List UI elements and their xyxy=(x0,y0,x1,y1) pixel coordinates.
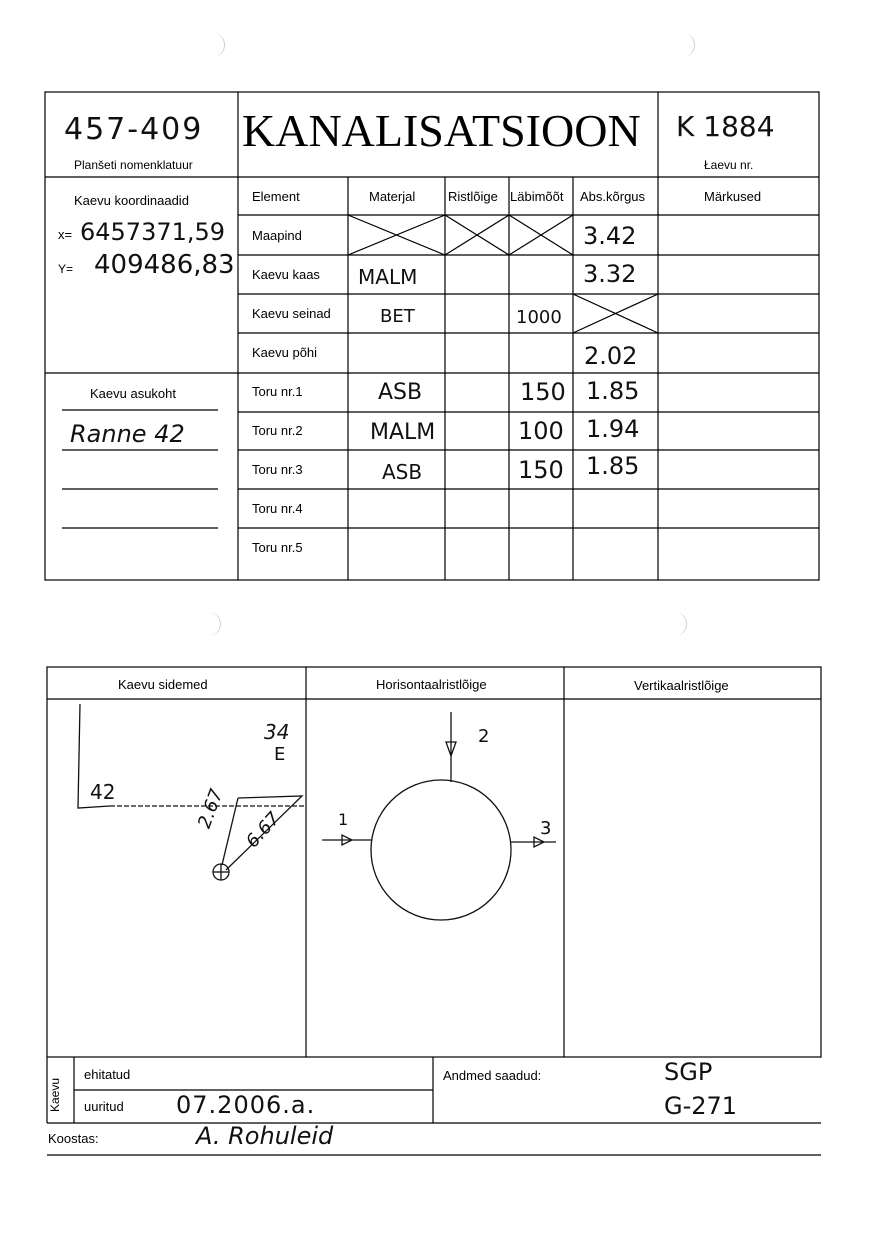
sketch-building-number: 42 xyxy=(90,780,116,804)
col-header-abs-height: Abs.kõrgus xyxy=(580,189,646,204)
table-cell-diameter: 150 xyxy=(518,456,564,484)
table-cell-material: ASB xyxy=(378,380,423,405)
measured-label: uuritud xyxy=(84,1099,124,1114)
table-cell-height: 2.02 xyxy=(584,342,638,370)
measured-value: 07.2006.a. xyxy=(176,1091,316,1119)
table-cell-material: BET xyxy=(380,306,415,327)
well-number-label: Łaevu nr. xyxy=(704,158,754,172)
sheet-number-value: 457-409 xyxy=(64,112,204,147)
pipe-label-3: 3 xyxy=(540,818,552,839)
sketch-top-note: 34 xyxy=(264,720,290,744)
col-header-cross-section: Ristlõige xyxy=(448,189,498,204)
table-cell-height: 1.85 xyxy=(586,452,640,480)
table-cell-diameter: 100 xyxy=(518,417,564,445)
col-header-diameter: Läbimõõt xyxy=(510,189,564,204)
table-row-element: Kaevu kaas xyxy=(252,267,320,282)
data-received-label: Andmed saadud: xyxy=(443,1068,542,1083)
table-cell-height: 3.32 xyxy=(583,260,637,288)
compiled-label: Koostas: xyxy=(48,1131,99,1146)
table-cell-material: ASB xyxy=(382,460,423,484)
location-value: Ranne 42 xyxy=(70,420,185,448)
pipe-label-2: 2 xyxy=(478,726,490,747)
top-form-grid xyxy=(0,0,880,600)
well-side-label: Kaevu xyxy=(48,1077,62,1112)
y-coordinate-value: 409486,83 xyxy=(94,250,235,280)
section-header-site-links: Kaevu sidemed xyxy=(118,677,208,692)
table-cell-height: 3.42 xyxy=(583,222,637,250)
table-row-element: Toru nr.2 xyxy=(252,423,303,438)
well-number-value: K 1884 xyxy=(676,110,775,143)
horizontal-section-drawing xyxy=(322,712,556,920)
col-header-element: Element xyxy=(252,189,300,204)
table-row-element: Toru nr.3 xyxy=(252,462,303,477)
sketch-dimension-1: 2.67 xyxy=(194,786,228,832)
table-row-element: Toru nr.4 xyxy=(252,501,303,516)
compiled-value: A. Rohuleid xyxy=(196,1122,334,1150)
table-cell-diameter: 1000 xyxy=(516,307,562,328)
sketch-top-note-2: E xyxy=(274,744,286,765)
table-row-element: Kaevu põhi xyxy=(252,345,318,360)
table-cell-height: 1.85 xyxy=(586,377,640,405)
y-prefix: Y= xyxy=(58,262,74,276)
sheet-number-label: Planšeti nomenklatuur xyxy=(74,158,193,172)
table-row-element: Maapind xyxy=(252,228,302,243)
section-header-horizontal: Horisontaalristlõige xyxy=(376,677,487,692)
x-prefix: x= xyxy=(58,227,73,242)
table-cell-height: 1.94 xyxy=(586,415,640,443)
data-received-value-1: SGP xyxy=(664,1058,713,1086)
section-header-vertical: Vertikaalristlõige xyxy=(634,678,729,693)
table-cell-diameter: 150 xyxy=(520,378,566,406)
table-row-element: Toru nr.1 xyxy=(252,384,303,399)
pipe-label-1: 1 xyxy=(338,810,349,829)
table-row-element: Toru nr.5 xyxy=(252,540,303,555)
page-title: KANALISATSIOON xyxy=(242,105,641,156)
data-received-value-2: G-271 xyxy=(664,1092,738,1120)
col-header-material: Materjal xyxy=(369,189,416,204)
table-row-element: Kaevu seinad xyxy=(252,306,331,321)
table-cell-material: MALM xyxy=(358,265,418,289)
built-label: ehitatud xyxy=(84,1067,131,1082)
x-coordinate-value: 6457371,59 xyxy=(80,218,226,246)
coordinates-label: Kaevu koordinaadid xyxy=(74,193,189,208)
location-label: Kaevu asukoht xyxy=(90,386,177,401)
table-cell-material: MALM xyxy=(370,420,436,445)
col-header-notes: Märkused xyxy=(704,189,762,204)
sketch-dimension-2: 6.67 xyxy=(242,808,285,853)
